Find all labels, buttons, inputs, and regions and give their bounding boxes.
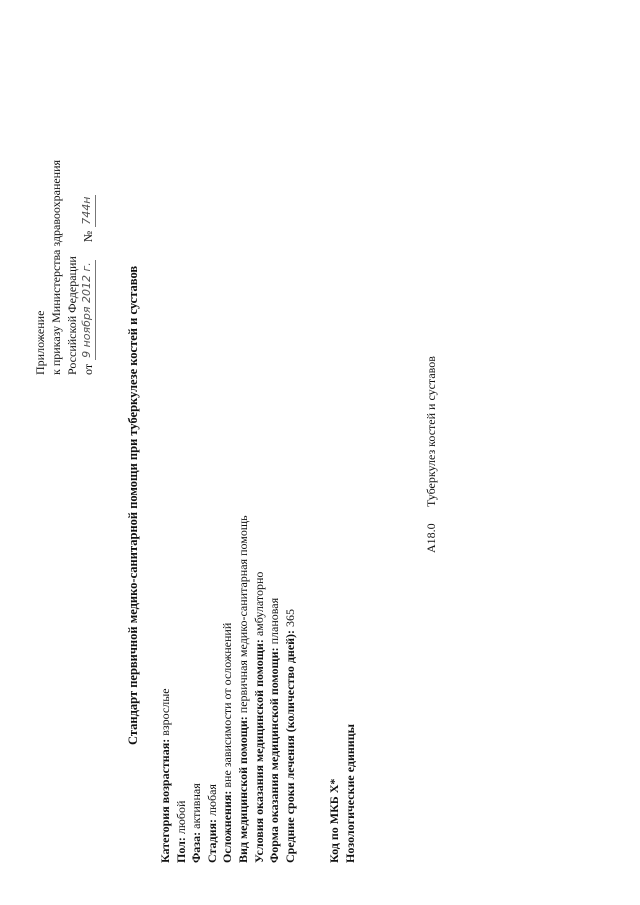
param-value: вне зависимости от осложнений <box>220 622 235 791</box>
param-value: взрослые <box>158 688 172 739</box>
param-label: Вид медицинской помощи: <box>235 716 250 863</box>
param-row <box>205 515 221 863</box>
appendix-line: к приказу Министерства здравоохранения <box>49 159 63 375</box>
appendix-line: Приложение <box>33 310 47 375</box>
appendix-header <box>32 160 96 375</box>
param-value: активная <box>189 783 204 832</box>
standard-parameters <box>158 515 298 863</box>
diagnosis-row <box>424 356 439 553</box>
nosology-label: Нозологические единицы <box>343 723 357 863</box>
param-value: первичная медико-санитарная помощь <box>235 515 250 717</box>
param-row <box>189 515 205 863</box>
param-row <box>267 515 283 863</box>
appendix-line: Российской Федерации <box>65 256 79 375</box>
param-label: Форма оказания медицинской помощи: <box>267 647 282 863</box>
param-row <box>158 515 174 863</box>
param-row <box>252 515 268 863</box>
order-prefix: от <box>81 363 95 375</box>
handwritten-order-date: 9 ноября 2012 г. <box>79 260 96 360</box>
mkb-section <box>326 724 358 863</box>
param-value: 365 <box>282 608 297 630</box>
param-value: плановая <box>267 597 282 648</box>
param-row <box>236 515 252 863</box>
param-label: Стадия: <box>204 818 219 863</box>
param-row <box>174 515 190 863</box>
mkb-code-label: Код по МКБ X* <box>327 778 341 863</box>
param-label: Пол: <box>173 837 188 863</box>
param-label: Фаза: <box>189 831 204 863</box>
document-title: Стандарт первичной медико-санитарной помощи при туберкулезе костей и суставов <box>126 265 140 745</box>
diagnosis-code: A18.0 <box>424 523 438 553</box>
param-value: амбулаторно <box>251 571 266 640</box>
param-label: Средние сроки лечения (количество дней): <box>282 629 297 863</box>
param-value: любой <box>173 800 188 838</box>
param-row <box>283 515 299 863</box>
diagnosis-name: Туберкулез костей и суставов <box>424 356 438 507</box>
handwritten-order-number: 744н <box>79 195 96 227</box>
param-label: Категория возрастная: <box>158 738 172 863</box>
param-value: любая <box>204 784 219 819</box>
param-row <box>220 515 236 863</box>
param-label: Условия оказания медицинской помощи: <box>251 639 266 863</box>
order-reference <box>80 160 96 375</box>
param-label: Осложнения: <box>220 790 235 863</box>
order-number-prefix: № <box>81 230 95 243</box>
